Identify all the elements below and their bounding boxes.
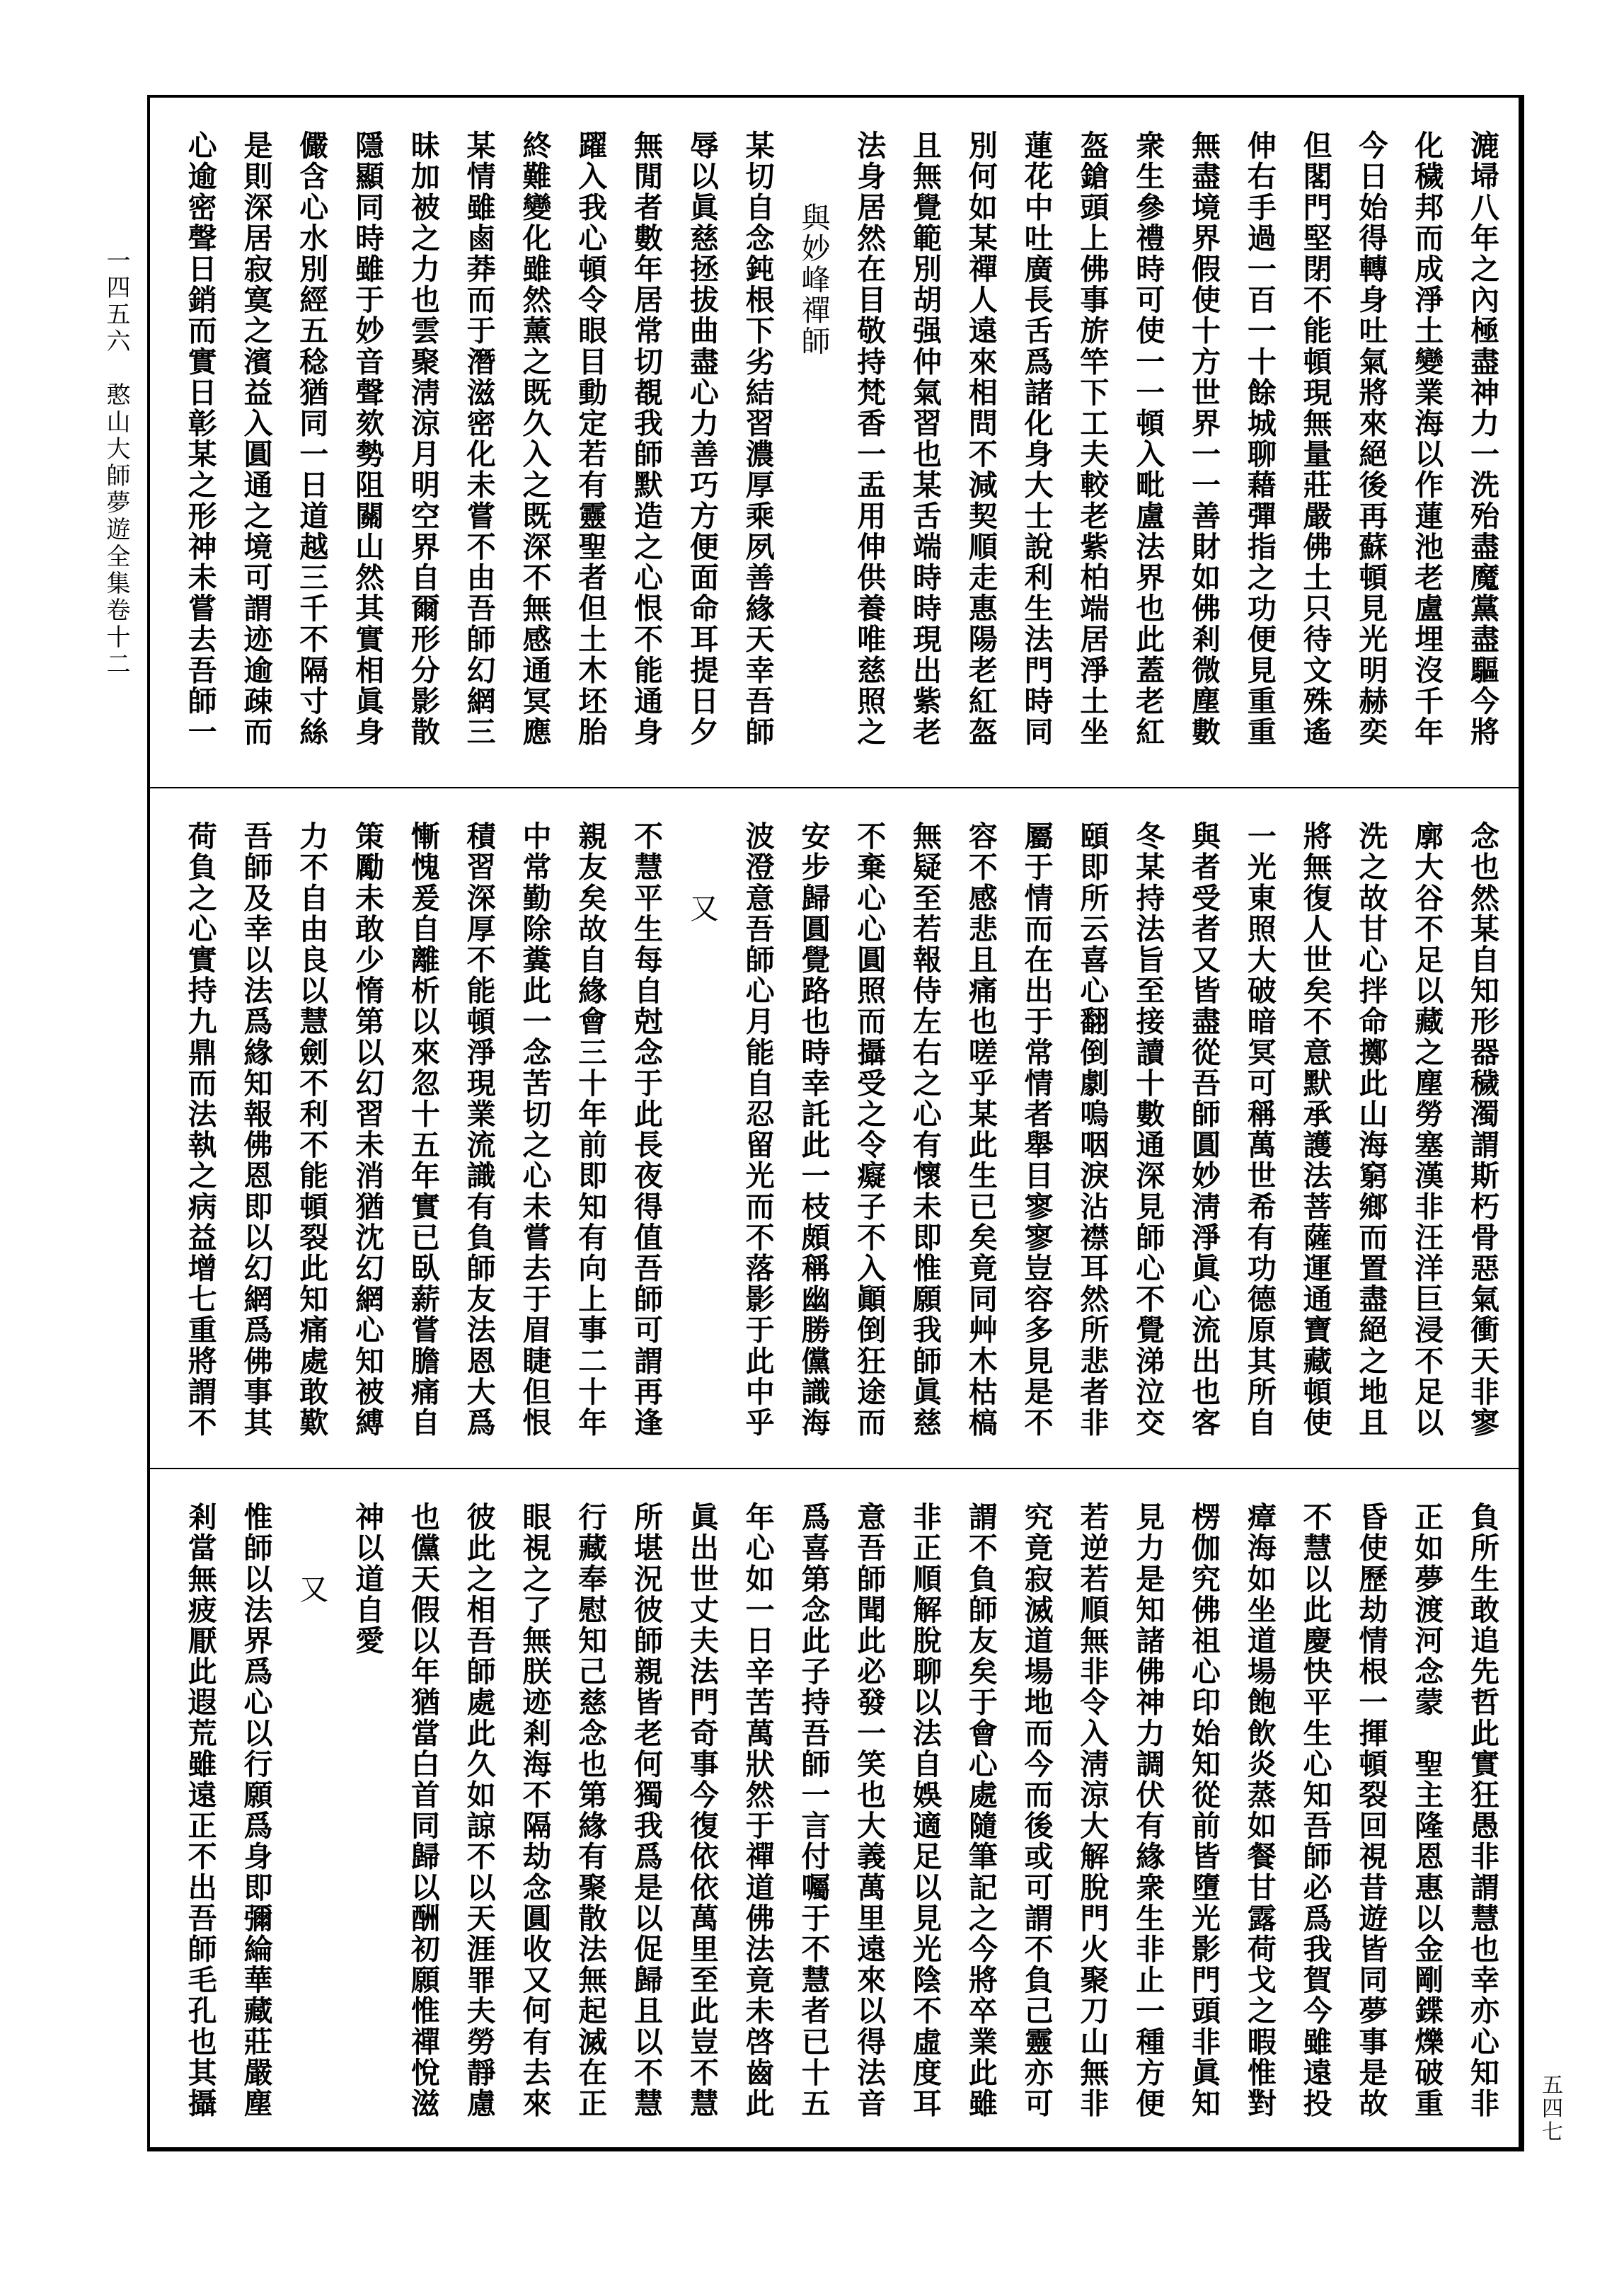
text-column: 年心如一日辛苦萬狀然于禪道佛法竟未啓齒此 xyxy=(740,1502,775,2119)
text-column: 別何如某禪人遠來相問不減契順走惠陽老紅盔 xyxy=(963,130,998,747)
text-column: 辱以眞慈拯拔曲盡心力善巧方便面命耳提日夕 xyxy=(684,130,719,747)
text-column: 無疑至若報侍左右之心有懷未即惟願我師眞慈 xyxy=(908,821,943,1438)
text-column: 終難變化雖然薰之既久入之既深不無感通冥應 xyxy=(517,130,552,747)
text-band-top xyxy=(150,98,1519,788)
text-column: 無盡境界假使十方世界一一善財如佛剎微塵數 xyxy=(1187,130,1221,747)
text-column: 積習深厚不能頓淨現業流識有負師友法恩大爲 xyxy=(461,821,496,1438)
text-column: 但閣門堅閉不能頓現無量莊嚴佛土只待文殊遙 xyxy=(1298,130,1332,747)
text-column: 蓮花中吐廣長舌爲諸化身大士說利生法門時同 xyxy=(1019,130,1054,747)
text-column: 行藏奉慰知己慈念也第緣有聚散法無起滅在正 xyxy=(573,1502,608,2119)
text-column: 也儻天假以年猶當白首同歸以酬初願惟禪悅滋 xyxy=(405,1502,440,2119)
text-column: 某切自念鈍根下劣結習濃厚乘夙善緣天幸吾師 xyxy=(740,130,775,747)
letter-heading: 又 xyxy=(684,893,719,924)
text-column: 念也然某自知形器穢濁謂斯朽骨惡氣衝天非寥 xyxy=(1465,821,1499,1438)
text-column: 隱顯同時雖于妙音聲欬勢阻關山然其實相眞身 xyxy=(350,130,385,747)
text-column: 吾師及幸以法爲緣知報佛恩即以幻網爲佛事其 xyxy=(238,821,273,1438)
letter-heading: 與妙峰禪師 xyxy=(796,202,831,357)
text-column: 伸右手過一百一十餘城聊藉彈指之功便見重重 xyxy=(1242,130,1277,747)
text-column: 廓大谷不足以藏之塵勞塞漢非汪洋巨浸不足以 xyxy=(1410,821,1444,1438)
text-column: 荷負之心實持九鼎而法執之病益增七重將謂不 xyxy=(183,821,217,1438)
text-column: 不棄心心圓照而攝受之令癡子不入顚倒狂途而 xyxy=(852,821,887,1438)
text-column: 謂不負師友矣于會心處隨筆記之今將卒業此雖 xyxy=(963,1502,998,2119)
text-column: 非正順解脫聊以法自娛適足以見光陰不虛度耳 xyxy=(908,1502,943,2119)
text-column: 昏使歷劫情根一揮頓裂回視昔遊皆同夢事是故 xyxy=(1354,1502,1388,2119)
text-column: 不慧平生每自尅念于此長夜得值吾師可謂再逢 xyxy=(629,821,664,1438)
text-column: 是則深居寂寞之濱益入圓通之境可謂迹逾疎而 xyxy=(238,130,273,747)
text-column: 惟師以法界爲心以行願爲身即彌綸華藏莊嚴塵 xyxy=(238,1502,273,2119)
text-column: 正如夢渡河念蒙 聖主隆恩惠以金剛鍱爍破重 xyxy=(1410,1502,1444,2119)
text-column: 負所生敢追先哲此實狂愚非謂慧也幸亦心知非 xyxy=(1465,1502,1499,2119)
text-column: 將無復人世矣不意默承護法菩薩運通寶藏頓使 xyxy=(1298,821,1332,1438)
running-head: 一四五六 憨山大師夢遊全集卷十二 xyxy=(102,248,130,678)
text-column: 化穢邦而成淨土變業海以作蓮池老盧埋沒千年 xyxy=(1410,130,1444,747)
text-column: 今日始得轉身吐氣將來絕後再蘇頓見光明赫奕 xyxy=(1354,130,1388,747)
text-column: 容不感悲且痛也嗟乎某此生已矣竟同艸木枯槁 xyxy=(963,821,998,1438)
text-column: 神以道自愛 xyxy=(350,1502,385,1656)
text-column: 彼此之相吾師處此久如諒不以天涯罪夫勞靜慮 xyxy=(461,1502,496,2119)
text-column: 波澄意吾師心月能自忍留光而不落影于此中乎 xyxy=(740,821,775,1438)
letter-heading: 又 xyxy=(294,1574,329,1605)
text-column: 洗之故甘心拌命擲此山海窮鄉而置盡絕之地且 xyxy=(1354,821,1388,1438)
text-column: 所堪況彼師親皆老何獨我爲是以促歸且以不慧 xyxy=(629,1502,664,2119)
text-column: 中常勤除糞此一念苦切之心未嘗去于眉睫但恨 xyxy=(517,821,552,1438)
text-column: 親友矣故自緣會三十年前即知有向上事二十年 xyxy=(573,821,608,1438)
text-column: 眞出世丈夫法門奇事今復依依萬里至此豈不慧 xyxy=(684,1502,719,2119)
text-column: 且無覺範別胡强仲氣習也某舌端時時現出紫老 xyxy=(908,130,943,747)
text-column: 若逆若順無非令入淸涼大解脫門火聚刀山無非 xyxy=(1075,1502,1110,2119)
text-column: 一光東照大破暗冥可稱萬世希有功德原其所自 xyxy=(1242,821,1277,1438)
text-column: 心逾密聲日銷而實日彰某之形神未嘗去吾師一 xyxy=(183,130,217,747)
text-column: 爲喜第念此子持吾師一言付囑于不慧者已十五 xyxy=(796,1502,831,2119)
text-column: 慚愧爰自離析以來忽十五年實已臥薪嘗膽痛自 xyxy=(405,821,440,1438)
text-column: 力不自由良以慧劍不利不能頓裂此知痛處敢歎 xyxy=(294,821,329,1438)
text-column: 不慧以此慶快平生心知吾師必爲我賀今雖遠投 xyxy=(1298,1502,1332,2119)
text-column: 衆生參禮時可使一一頓入毗盧法界也此蓋老紅 xyxy=(1131,130,1165,747)
text-column: 屬于情而在出于常情者舉目寥寥豈容多見是不 xyxy=(1019,821,1054,1438)
text-band-bottom xyxy=(150,1469,1519,2147)
text-column: 楞伽究佛祖心印始知從前皆墮光影門頭非眞知 xyxy=(1187,1502,1221,2119)
text-column: 無閒者數年居常切覩我師默造之心恨不能通身 xyxy=(629,130,664,747)
text-column: 某情雖鹵莽而于潛滋密化未嘗不由吾師幻網三 xyxy=(461,130,496,747)
text-column: 與者受者又皆盡從吾師圓妙淸淨眞心流出也客 xyxy=(1187,821,1221,1438)
text-column: 剎當無疲厭此遐荒雖遠正不出吾師毛孔也其攝 xyxy=(183,1502,217,2119)
text-band-middle xyxy=(150,788,1519,1469)
text-column: 究竟寂滅道場地而今而後或可謂不負己靈亦可 xyxy=(1019,1502,1054,2119)
text-column: 瘴海如坐道場飽飲炎蒸如餐甘露荷戈之暇惟對 xyxy=(1242,1502,1277,2119)
text-column: 漉埽八年之內極盡神力一洗殆盡魔黨盡驅今將 xyxy=(1465,130,1499,747)
text-column: 儼含心水別經五稔猶同一日道越三千不隔寸絲 xyxy=(294,130,329,747)
text-column: 策勵未敢少惰第以幻習未消猶沈幻網心知被縛 xyxy=(350,821,385,1438)
text-column: 法身居然在目敬持梵香一盂用伸供養唯慈照之 xyxy=(852,130,887,747)
text-column: 冬某持法旨至接讀十數通深見師心不覺涕泣交 xyxy=(1131,821,1165,1438)
text-column: 見力是知諸佛神力調伏有緣衆生非止一種方便 xyxy=(1131,1502,1165,2119)
page-number: 五四七 xyxy=(1538,2074,1562,2144)
text-column: 盔鎗頭上佛事旂竿下工夫較老紫柏端居淨土坐 xyxy=(1075,130,1110,747)
text-column: 躍入我心頓令眼目動定若有靈聖者但土木坯胎 xyxy=(573,130,608,747)
page-frame xyxy=(147,95,1524,2151)
text-column: 頤即所云喜心翻倒劇嗚咽淚沾襟耳然所悲者非 xyxy=(1075,821,1110,1438)
text-column: 昧加被之力也雲聚淸涼月明空界自爾形分影散 xyxy=(405,130,440,747)
text-column: 眼視之了無朕迹剎海不隔劫念圓收又何有去來 xyxy=(517,1502,552,2119)
text-column: 安步歸圓覺路也時幸託此一枝頗稱幽勝儻識海 xyxy=(796,821,831,1438)
text-column: 意吾師聞此必發一笑也大義萬里遠來以得法音 xyxy=(852,1502,887,2119)
